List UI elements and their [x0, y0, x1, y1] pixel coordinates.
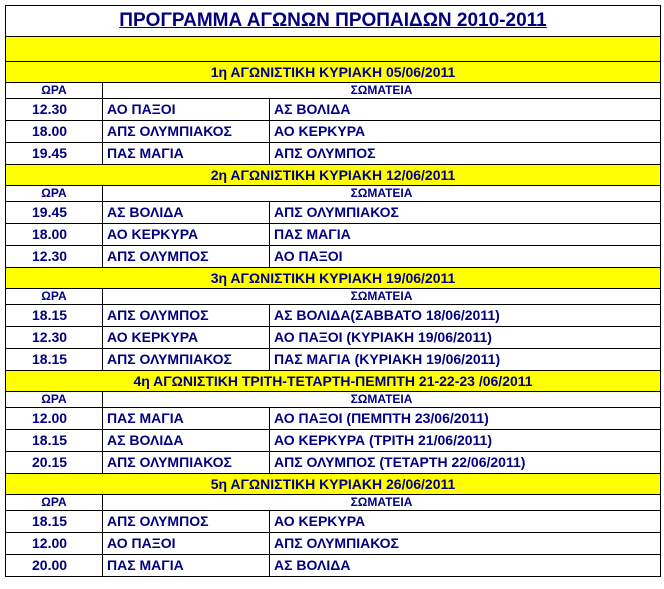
- home-team: ΠΑΣ ΜΑΓΙΑ: [103, 555, 270, 577]
- match-row: [6, 99, 661, 121]
- away-team: ΑΟ ΠΑΞΟΙ: [270, 246, 661, 268]
- away-team: ΑΣ ΒΟΛΙΔΑ: [270, 99, 661, 121]
- time-column-header: ΩΡΑ: [6, 289, 103, 305]
- match-row: [6, 224, 661, 246]
- home-team: ΑΠΣ ΟΛΥΜΠΟΣ: [103, 511, 270, 533]
- home-team: ΑΟ ΚΕΡΚΥΡΑ: [103, 327, 270, 349]
- away-team: ΑΠΣ ΟΛΥΜΠΙΑΚΟΣ: [270, 533, 661, 555]
- schedule-table: [5, 5, 661, 577]
- match-time: 18.15: [6, 511, 103, 533]
- match-row: [6, 452, 661, 474]
- home-team: ΑΠΣ ΟΛΥΜΠΙΑΚΟΣ: [103, 121, 270, 143]
- match-time: 19.45: [6, 202, 103, 224]
- home-team: ΑΠΣ ΟΛΥΜΠΟΣ: [103, 305, 270, 327]
- match-time: 12.30: [6, 327, 103, 349]
- away-team: ΑΟ ΠΑΞΟΙ (ΠΕΜΠΤΗ 23/06/2011): [270, 408, 661, 430]
- column-header-row: [6, 495, 661, 511]
- home-team: ΠΑΣ ΜΑΓΙΑ: [103, 143, 270, 165]
- match-time: 18.00: [6, 224, 103, 246]
- round-label: 2η ΑΓΩΝΙΣΤΙΚΗ ΚΥΡΙΑΚΗ 12/06/2011: [6, 165, 661, 186]
- round-header-row: [6, 165, 661, 186]
- match-time: 12.30: [6, 246, 103, 268]
- match-row: [6, 349, 661, 371]
- away-team: ΑΟ ΚΕΡΚΥΡΑ (ΤΡΙΤΗ 21/06/2011): [270, 430, 661, 452]
- match-row: [6, 430, 661, 452]
- highlight-spacer-cell: [6, 37, 661, 62]
- round-header-row: [6, 371, 661, 392]
- away-team: ΠΑΣ ΜΑΓΙΑ (ΚΥΡΙΑΚΗ 19/06/2011): [270, 349, 661, 371]
- round-label: 4η ΑΓΩΝΙΣΤΙΚΗ ΤΡΙΤΗ-ΤΕΤΑΡΤΗ-ΠΕΜΠΤΗ 21-22-23 /06/2011: [6, 371, 661, 392]
- match-time: 12.30: [6, 99, 103, 121]
- time-column-header: ΩΡΑ: [6, 186, 103, 202]
- match-time: 18.15: [6, 430, 103, 452]
- column-header-row: [6, 289, 661, 305]
- match-row: [6, 327, 661, 349]
- teams-column-header: ΣΩΜΑΤΕΙΑ: [103, 289, 661, 305]
- round-header-row: [6, 474, 661, 495]
- match-row: [6, 533, 661, 555]
- title-row: [6, 6, 661, 37]
- away-team: ΑΟ ΚΕΡΚΥΡΑ: [270, 511, 661, 533]
- match-time: 12.00: [6, 533, 103, 555]
- round-header-row: [6, 62, 661, 83]
- time-column-header: ΩΡΑ: [6, 392, 103, 408]
- column-header-row: [6, 392, 661, 408]
- teams-column-header: ΣΩΜΑΤΕΙΑ: [103, 83, 661, 99]
- away-team: ΑΠΣ ΟΛΥΜΠΙΑΚΟΣ: [270, 202, 661, 224]
- round-label: 3η ΑΓΩΝΙΣΤΙΚΗ ΚΥΡΙΑΚΗ 19/06/2011: [6, 268, 661, 289]
- home-team: ΑΠΣ ΟΛΥΜΠΙΑΚΟΣ: [103, 452, 270, 474]
- match-time: 18.00: [6, 121, 103, 143]
- match-time: 20.15: [6, 452, 103, 474]
- match-time: 18.15: [6, 305, 103, 327]
- match-row: [6, 305, 661, 327]
- away-team: ΑΟ ΠΑΞΟΙ (ΚΥΡΙΑΚΗ 19/06/2011): [270, 327, 661, 349]
- home-team: ΠΑΣ ΜΑΓΙΑ: [103, 408, 270, 430]
- home-team: ΑΠΣ ΟΛΥΜΠΙΑΚΟΣ: [103, 349, 270, 371]
- away-team: ΑΣ ΒΟΛΙΔΑ: [270, 555, 661, 577]
- home-team: ΑΣ ΒΟΛΙΔΑ: [103, 430, 270, 452]
- match-row: [6, 246, 661, 268]
- round-label: 5η ΑΓΩΝΙΣΤΙΚΗ ΚΥΡΙΑΚΗ 26/06/2011: [6, 474, 661, 495]
- home-team: ΑΣ ΒΟΛΙΔΑ: [103, 202, 270, 224]
- away-team: ΑΟ ΚΕΡΚΥΡΑ: [270, 121, 661, 143]
- match-row: [6, 555, 661, 577]
- home-team: ΑΟ ΚΕΡΚΥΡΑ: [103, 224, 270, 246]
- match-time: 19.45: [6, 143, 103, 165]
- match-row: [6, 143, 661, 165]
- round-label: 1η ΑΓΩΝΙΣΤΙΚΗ ΚΥΡΙΑΚΗ 05/06/2011: [6, 62, 661, 83]
- teams-column-header: ΣΩΜΑΤΕΙΑ: [103, 495, 661, 511]
- time-column-header: ΩΡΑ: [6, 83, 103, 99]
- match-row: [6, 511, 661, 533]
- page-title: ΠΡΟΓΡΑΜΜΑ ΑΓΩΝΩΝ ΠΡΟΠΑΙΔΩΝ 2010-2011: [6, 6, 661, 37]
- match-row: [6, 121, 661, 143]
- home-team: ΑΠΣ ΟΛΥΜΠΟΣ: [103, 246, 270, 268]
- column-header-row: [6, 186, 661, 202]
- match-time: 12.00: [6, 408, 103, 430]
- away-team: ΠΑΣ ΜΑΓΙΑ: [270, 224, 661, 246]
- column-header-row: [6, 83, 661, 99]
- away-team: ΑΠΣ ΟΛΥΜΠΟΣ (ΤΕΤΑΡΤΗ 22/06/2011): [270, 452, 661, 474]
- match-row: [6, 408, 661, 430]
- teams-column-header: ΣΩΜΑΤΕΙΑ: [103, 186, 661, 202]
- away-team: ΑΠΣ ΟΛΥΜΠΟΣ: [270, 143, 661, 165]
- home-team: ΑΟ ΠΑΞΟΙ: [103, 99, 270, 121]
- away-team: ΑΣ ΒΟΛΙΔΑ(ΣΑΒΒΑΤΟ 18/06/2011): [270, 305, 661, 327]
- match-time: 20.00: [6, 555, 103, 577]
- match-row: [6, 202, 661, 224]
- highlight-spacer-row: [6, 37, 661, 62]
- match-time: 18.15: [6, 349, 103, 371]
- home-team: ΑΟ ΠΑΞΟΙ: [103, 533, 270, 555]
- round-header-row: [6, 268, 661, 289]
- time-column-header: ΩΡΑ: [6, 495, 103, 511]
- teams-column-header: ΣΩΜΑΤΕΙΑ: [103, 392, 661, 408]
